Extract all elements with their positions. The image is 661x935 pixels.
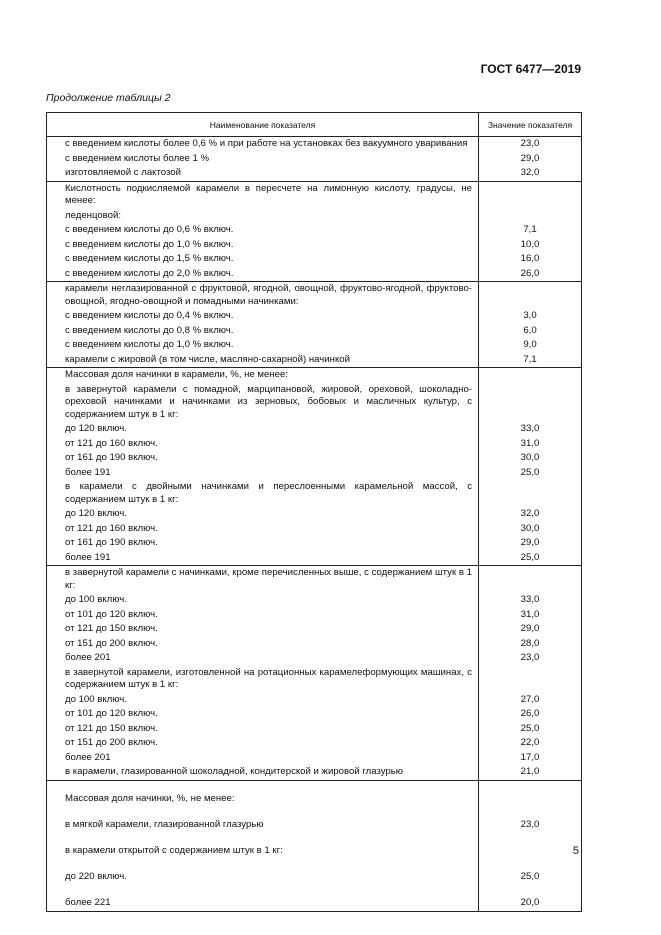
indicator-name: более 191 — [47, 466, 479, 481]
indicator-value: 16,0 — [479, 252, 582, 267]
indicator-value: 29,0 — [479, 152, 582, 167]
indicator-name: в карамели с двойными начинками и переслоенными карамельной массой, с содержанием штук в 1 кг: — [47, 480, 479, 507]
table-row — [47, 807, 582, 833]
indicator-value: 17,0 — [479, 751, 582, 766]
indicator-name: до 100 включ. — [47, 593, 479, 608]
indicator-value — [479, 566, 582, 594]
column-header-name: Наименование показателя — [47, 113, 479, 137]
indicator-name: более 201 — [47, 651, 479, 666]
table-row — [47, 833, 582, 859]
table-body — [47, 137, 582, 912]
indicator-value — [479, 282, 582, 310]
table-row — [47, 282, 582, 310]
table-row — [47, 324, 582, 339]
standard-number: ГОСТ 6477—2019 — [480, 62, 581, 76]
table-row — [47, 223, 582, 238]
indicator-value: 25,0 — [479, 466, 582, 481]
indicator-value: 7,1 — [479, 223, 582, 238]
table-row — [47, 383, 582, 423]
indicator-name: с введением кислоты до 1,5 % включ. — [47, 252, 479, 267]
table-row — [47, 267, 582, 282]
table-row — [47, 338, 582, 353]
indicator-name: от 161 до 190 включ. — [47, 536, 479, 551]
table-row — [47, 238, 582, 253]
table-row — [47, 736, 582, 751]
table-row — [47, 707, 582, 722]
indicator-value: 23,0 — [479, 807, 582, 833]
table-row — [47, 451, 582, 466]
table-row — [47, 693, 582, 708]
indicators-table — [46, 112, 582, 912]
table-row — [47, 480, 582, 507]
indicator-name: изготовляемой с лактозой — [47, 166, 479, 181]
column-header-value: Значение показателя — [479, 113, 582, 137]
table-row — [47, 765, 582, 780]
indicator-name: в мягкой карамели, глазированной глазурью — [47, 807, 479, 833]
table-row — [47, 651, 582, 666]
indicator-value: 21,0 — [479, 765, 582, 780]
table-row — [47, 859, 582, 885]
indicator-value: 26,0 — [479, 707, 582, 722]
table-row — [47, 137, 582, 152]
indicator-name: с введением кислоты до 0,4 % включ. — [47, 309, 479, 324]
table-row — [47, 637, 582, 652]
indicator-value: 3,0 — [479, 309, 582, 324]
table-row — [47, 666, 582, 693]
indicator-value: 26,0 — [479, 267, 582, 282]
indicator-name: до 120 включ. — [47, 422, 479, 437]
indicator-name: более 201 — [47, 751, 479, 766]
indicator-value — [479, 480, 582, 507]
indicator-value: 31,0 — [479, 608, 582, 623]
indicator-name: от 121 до 150 включ. — [47, 622, 479, 637]
indicator-name: Кислотность подкисляемой карамели в пересчете на лимонную кислоту, градусы, не менее: — [47, 181, 479, 209]
indicator-name: с введением кислоты до 1,0 % включ. — [47, 238, 479, 253]
indicator-value — [479, 368, 582, 383]
indicator-name: Массовая доля начинки в карамели, %, не менее: — [47, 368, 479, 383]
indicator-value: 23,0 — [479, 651, 582, 666]
indicator-value: 23,0 — [479, 137, 582, 152]
indicator-name: с введением кислоты до 0,6 % включ. — [47, 223, 479, 238]
indicator-name: в завернутой карамели, изготовленной на ротационных карамелеформующих машинах, с содержанием штук в 1 кг: — [47, 666, 479, 693]
indicator-name: в завернутой карамели с помадной, марципановой, жировой, ореховой, шоколадно-ореховой начинками и начинками из зерновых, бобовых и масличных культур, с содержанием штук в 1 кг: — [47, 383, 479, 423]
table-row — [47, 551, 582, 566]
indicator-value: 33,0 — [479, 593, 582, 608]
indicator-name: от 161 до 190 включ. — [47, 451, 479, 466]
indicator-name: с введением кислоты до 0,8 % включ. — [47, 324, 479, 339]
indicator-name: с введением кислоты более 1 % — [47, 152, 479, 167]
indicator-value: 28,0 — [479, 637, 582, 652]
indicator-name: Массовая доля начинки, %, не менее: — [47, 780, 479, 807]
indicator-value — [479, 666, 582, 693]
indicator-name: более 221 — [47, 885, 479, 912]
indicator-value: 30,0 — [479, 522, 582, 537]
table-row — [47, 608, 582, 623]
indicator-value: 33,0 — [479, 422, 582, 437]
indicator-value: 25,0 — [479, 859, 582, 885]
indicator-value — [479, 383, 582, 423]
indicator-value: 20,0 — [479, 885, 582, 912]
indicator-name: от 121 до 160 включ. — [47, 437, 479, 452]
table-row — [47, 566, 582, 594]
table-row — [47, 780, 582, 807]
indicator-name: от 121 до 160 включ. — [47, 522, 479, 537]
indicator-name: с введением кислоты более 0,6 % и при работе на установках без вакуумного уваривания — [47, 137, 479, 152]
indicator-value: 29,0 — [479, 536, 582, 551]
indicator-value: 30,0 — [479, 451, 582, 466]
indicator-name: карамели неглазированной с фруктовой, ягодной, овощной, фруктово-ягодной, фруктово-овощной, ягодно-овощной и помадными начинками: — [47, 282, 479, 310]
indicator-value: 27,0 — [479, 693, 582, 708]
indicator-value: 9,0 — [479, 338, 582, 353]
table-row — [47, 722, 582, 737]
page-number: 5 — [572, 845, 579, 857]
table-row — [47, 885, 582, 912]
indicator-name: с введением кислоты до 2,0 % включ. — [47, 267, 479, 282]
indicator-name: до 100 включ. — [47, 693, 479, 708]
indicator-value: 22,0 — [479, 736, 582, 751]
indicator-name: от 101 до 120 включ. — [47, 707, 479, 722]
indicator-value: 10,0 — [479, 238, 582, 253]
indicator-value: 31,0 — [479, 437, 582, 452]
table-row — [47, 437, 582, 452]
indicator-name: в карамели, глазированной шоколадной, кондитерской и жировой глазурью — [47, 765, 479, 780]
indicator-value — [479, 181, 582, 209]
indicator-value: 7,1 — [479, 353, 582, 368]
indicator-value — [479, 780, 582, 807]
indicator-value: 25,0 — [479, 722, 582, 737]
indicator-name: карамели с жировой (в том числе, масляно-сахарной) начинкой — [47, 353, 479, 368]
indicator-name: от 151 до 200 включ. — [47, 637, 479, 652]
table-row — [47, 181, 582, 209]
indicator-name: от 121 до 150 включ. — [47, 722, 479, 737]
indicator-name: с введением кислоты до 1,0 % включ. — [47, 338, 479, 353]
table-row — [47, 152, 582, 167]
indicator-name: от 101 до 120 включ. — [47, 608, 479, 623]
indicator-value: 32,0 — [479, 166, 582, 181]
indicator-value: 6,0 — [479, 324, 582, 339]
indicator-name: более 191 — [47, 551, 479, 566]
table-row — [47, 422, 582, 437]
indicator-name: до 120 включ. — [47, 507, 479, 522]
table-row — [47, 209, 582, 224]
table-row — [47, 593, 582, 608]
table-row — [47, 368, 582, 383]
table-row — [47, 507, 582, 522]
table-row — [47, 166, 582, 181]
table-row — [47, 252, 582, 267]
table-row — [47, 466, 582, 481]
table-continuation-caption: Продолжение таблицы 2 — [46, 92, 171, 104]
table-row — [47, 309, 582, 324]
indicator-value — [479, 833, 582, 859]
table-row — [47, 522, 582, 537]
table-row — [47, 622, 582, 637]
indicator-name: до 220 включ. — [47, 859, 479, 885]
table-row — [47, 536, 582, 551]
indicator-name: в завернутой карамели с начинками, кроме перечисленных выше, с содержанием штук в 1 кг: — [47, 566, 479, 594]
indicator-name: леденцовой: — [47, 209, 479, 224]
indicator-name: от 151 до 200 включ. — [47, 736, 479, 751]
indicator-value — [479, 209, 582, 224]
table-row — [47, 751, 582, 766]
indicator-name: в карамели открытой с содержанием штук в 1 кг: — [47, 833, 479, 859]
indicator-value: 29,0 — [479, 622, 582, 637]
indicator-value: 32,0 — [479, 507, 582, 522]
table-row — [47, 353, 582, 368]
indicator-value: 25,0 — [479, 551, 582, 566]
